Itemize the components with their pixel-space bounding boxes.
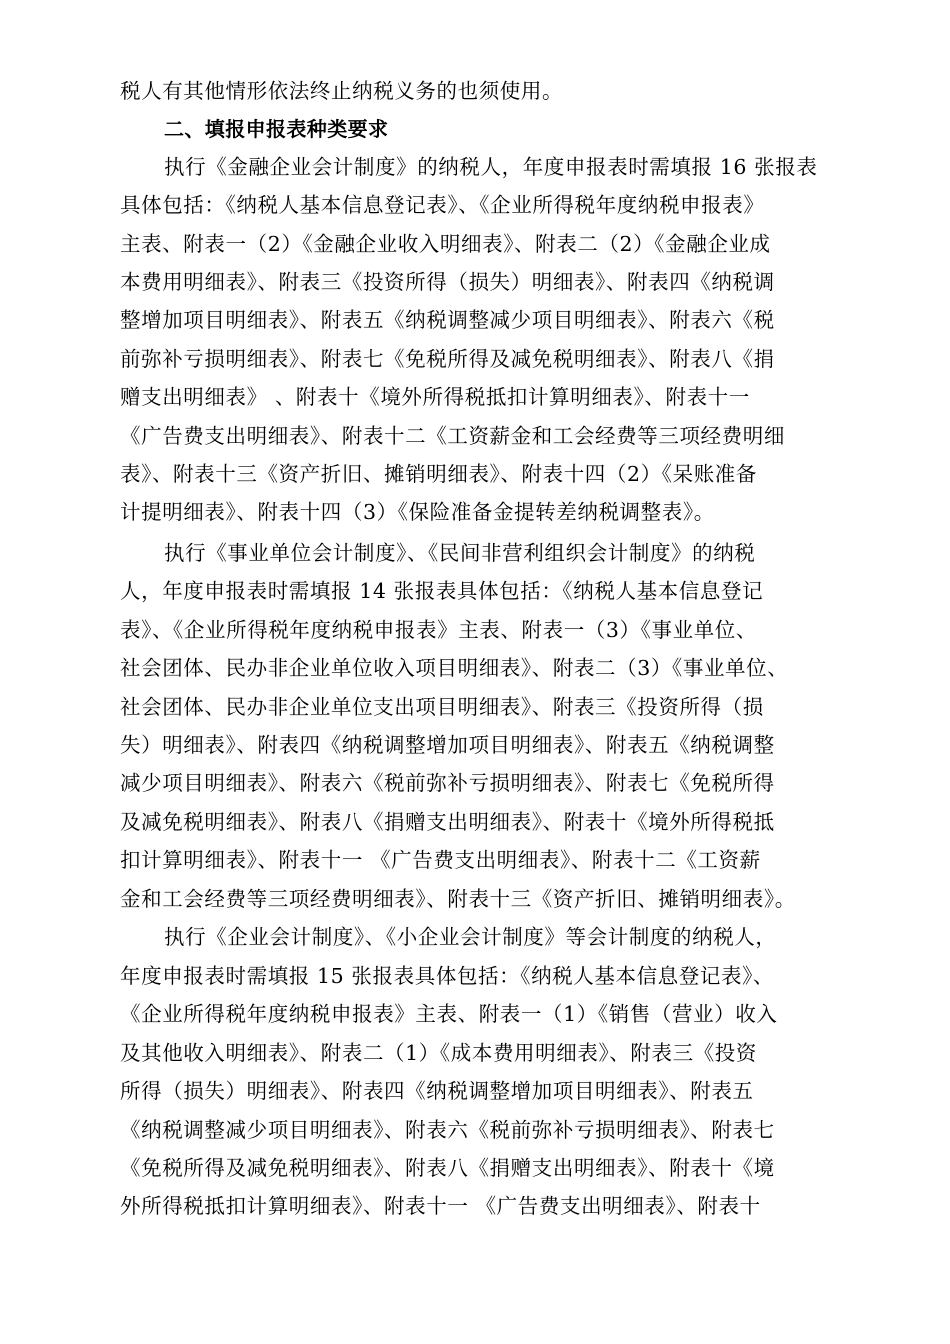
body-text-line: 减少项目明细表》、附表六《税前弥补亏损明细表》、附表七《免税所得 bbox=[120, 771, 775, 795]
paragraph-1-first-line: 执行《金融企业会计制度》的纳税人，年度申报表时需填报 16 张报表 bbox=[164, 155, 818, 179]
body-text-line: 主表、附表一（2）《金融企业收入明细表》、附表二（2）《金融企业成 bbox=[120, 232, 771, 256]
body-text-line: 《广告费支出明细表》、附表十二《工资薪金和工会经费等三项经费明细 bbox=[120, 424, 785, 448]
body-text-line: 《企业所得税年度纳税申报表》主表、附表一（1）《销售（营业）收入 bbox=[120, 1002, 778, 1026]
body-text-line: 表》、《企业所得税年度纳税申报表》主表、附表一（3）《事业单位、 bbox=[120, 618, 757, 642]
body-text-line: 及减免税明细表》、附表八《捐赠支出明细表》、附表十《境外所得税抵 bbox=[120, 810, 775, 834]
paragraph-3-first-line: 执行《企业会计制度》、《小企业会计制度》等会计制度的纳税人， bbox=[164, 925, 777, 949]
body-text-line: 社会团体、民办非企业单位支出项目明细表》、附表三《投资所得（损 bbox=[120, 695, 764, 719]
body-text-line: 《免税所得及减免税明细表》、附表八《捐赠支出明细表》、附表十《境 bbox=[120, 1156, 775, 1180]
body-text-line: 年度申报表时需填报 15 张报表具体包括：《纳税人基本信息登记表》、 bbox=[120, 964, 775, 988]
body-text-line: 前弥补亏损明细表》、附表七《免税所得及减免税明细表》、附表八《捐 bbox=[120, 347, 775, 371]
body-text-line: 税人有其他情形依法终止纳税义务的也须使用。 bbox=[120, 79, 564, 103]
body-text-line: 外所得税抵扣计算明细表》、附表十一 《广告费支出明细表》、附表十 bbox=[120, 1194, 761, 1218]
body-text-line: 扣计算明细表》、附表十一 《广告费支出明细表》、附表十二《工资薪 bbox=[120, 848, 761, 872]
body-text-line: 本费用明细表》、附表三《投资所得（损失）明细表》、附表四《纳税调 bbox=[120, 270, 775, 294]
body-text-line: 《纳税调整减少项目明细表》、附表六《税前弥补亏损明细表》、附表七 bbox=[120, 1118, 775, 1142]
body-text-line: 人，年度申报表时需填报 14 张报表具体包括：《纳税人基本信息登记 bbox=[120, 579, 764, 603]
body-text-line: 具体包括：《纳税人基本信息登记表》、《企业所得税年度纳税申报表》 bbox=[120, 193, 765, 217]
body-text-line: 失）明细表》、附表四《纳税调整增加项目明细表》、附表五《纳税调整 bbox=[120, 733, 775, 757]
body-text-line: 所得（损失）明细表》、附表四《纳税调整增加项目明细表》、附表五 bbox=[120, 1079, 754, 1103]
body-text-line: 赠支出明细表》 、附表十《境外所得税抵扣计算明细表》、附表十一 bbox=[120, 385, 750, 409]
body-text-line: 计提明细表》、附表十四（3）《保险准备金提转差纳税调整表》。 bbox=[120, 500, 715, 524]
paragraph-2-first-line: 执行《事业单位会计制度》、《民间非营利组织会计制度》的纳税 bbox=[164, 541, 756, 565]
body-text-line: 整增加项目明细表》、附表五《纳税调整减少项目明细表》、附表六《税 bbox=[120, 308, 775, 332]
body-text-line: 社会团体、民办非企业单位收入项目明细表》、附表二（3）《事业单位、 bbox=[120, 656, 789, 680]
body-text-line: 金和工会经费等三项经费明细表》、附表十三《资产折旧、摊销明细表》。 bbox=[120, 887, 796, 911]
body-text-line: 表》、附表十三《资产折旧、摊销明细表》、附表十四（2）《呆账准备 bbox=[120, 462, 757, 486]
section-heading: 二、填报申报表种类要求 bbox=[164, 117, 389, 141]
body-text-line: 及其他收入明细表》、附表二（1）《成本费用明细表》、附表三《投资 bbox=[120, 1041, 757, 1065]
